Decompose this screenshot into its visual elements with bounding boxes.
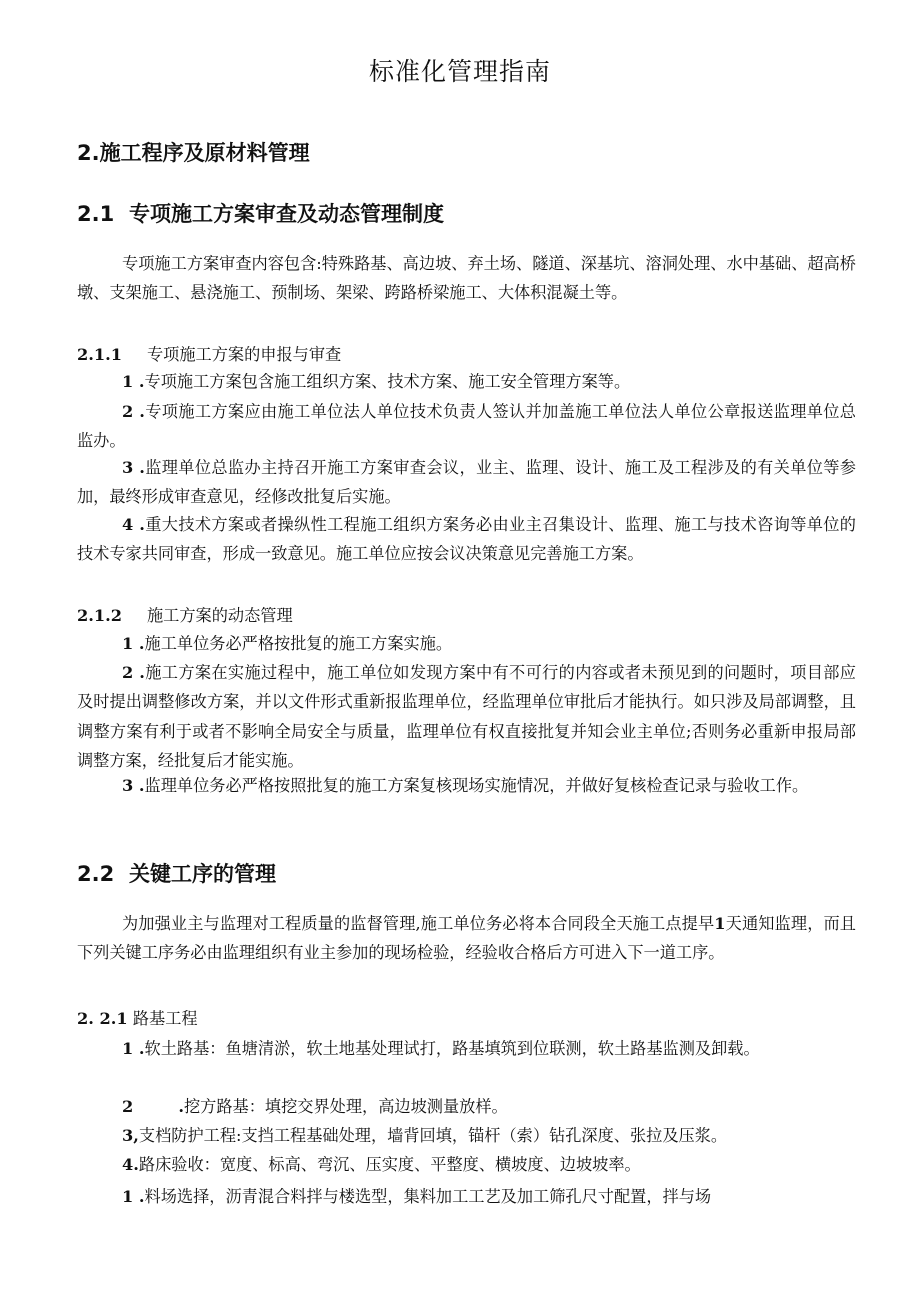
item-text: 重大技术方案或者操纵性工程施工组织方案务必由业主召集设计、监理、施工与技术咨询等单位的技术专家共同审查，形成一致意见。施工单位应按会议决策意见完善施工方案。 [77, 515, 856, 564]
section-title: 关键工序的管理 [129, 862, 276, 886]
section-number: 2.1 [77, 202, 115, 226]
section-number: 2.2 [77, 862, 115, 886]
item-text: 监理单位务必严格按照批复的施工方案复核现场实施情况，并做好复核检查记录与验收工作。 [144, 776, 809, 795]
item-text: 监理单位总监办主持召开施工方案审查会议，业主、监理、设计、施工及工程涉及的有关单位等参加，最终形成审查意见，经修改批复后实施。 [77, 458, 856, 507]
list-item [77, 453, 856, 512]
subsection-2-1-2-heading [77, 602, 293, 626]
item-text: 支档防护工程:支挡工程基础处理，墙背回填，锚杆（索）钻孔深度、张拉及压浆。 [138, 1126, 728, 1145]
item-number: 2 . [122, 402, 145, 421]
item-number: 1 . [122, 634, 145, 653]
section-2-2-heading [77, 858, 276, 888]
subsection-2-2-1-heading [77, 1005, 198, 1029]
item-number: 3 . [122, 458, 145, 477]
subsection-number: 2.1.2 [77, 606, 123, 625]
subsection-2-1-1-heading [77, 341, 341, 365]
subsection-number: 2.1.1 [77, 345, 123, 364]
chapter-heading: 2.施工程序及原材料管理 [77, 141, 310, 165]
subsection-title: 路基工程 [132, 1009, 198, 1028]
list-item [77, 1150, 856, 1179]
intro-text-part: 为加强业主与监理对工程质量的监督管理,施工单位务必将本合同段全天施工点提早 [122, 914, 715, 933]
item-number: 2 . [122, 663, 145, 682]
list-item [77, 397, 856, 456]
item-number: 1 . [122, 372, 145, 391]
section-2-1-heading [77, 198, 444, 228]
intro-text-part: 天通知监理，而且下列关键工序务必由监理组织有业主参加的现场检验，经验收合格后方可进入下一道工序。 [77, 914, 856, 963]
list-item [77, 771, 856, 800]
item-text: 料场选择，沥青混合料拌与楼选型，集料加工工艺及加工筛孔尺寸配置，拌与场 [144, 1187, 712, 1206]
list-item [77, 1092, 856, 1121]
item-text: 施工方案在实施过程中，施工单位如发现方案中有不可行的内容或者未预见到的问题时，项目部应及时提出调整修改方案，并以文件形式重新报监理单位，经监理单位审批后才能执行。如只涉及局部调整，且调整方案有利于或者不影响全局安全与质量，监理单位有权直接批复并知会业主单位;否则务必重新申报局部调整方案，经批复后才能实施。 [77, 663, 856, 770]
list-item [77, 629, 856, 658]
item-text: 挖方路基：填挖交界处理，高边坡测量放样。 [183, 1097, 508, 1116]
item-text: 专项施工方案包含施工组织方案、技术方案、施工安全管理方案等。 [144, 372, 631, 391]
item-text: 施工单位务必严格按批复的施工方案实施。 [144, 634, 453, 653]
item-number: 4. [122, 1155, 139, 1174]
subsection-title: 专项施工方案的申报与审查 [147, 345, 342, 364]
item-text: 路床验收：宽度、标高、弯沉、压实度、平整度、横坡度、边坡坡率。 [138, 1155, 641, 1174]
section-title: 专项施工方案审查及动态管理制度 [129, 202, 444, 226]
list-item [77, 367, 856, 396]
list-item [77, 658, 856, 775]
item-number: 3, [122, 1126, 139, 1145]
list-item [77, 1182, 856, 1211]
list-item [77, 510, 856, 569]
intro-day-count: 1 [714, 914, 726, 933]
list-item [77, 1121, 856, 1150]
item-number: 1 . [122, 1187, 145, 1206]
subsection-number: 2. 2.1 [77, 1009, 128, 1028]
item-number: 4 . [122, 515, 145, 534]
section-2-1-intro: 专项施工方案审查内容包含:特殊路基、高边坡、弃土场、隧道、深基坑、溶洞处理、水中基础、超高桥墩、支架施工、悬浇施工、预制场、架梁、跨路桥梁施工、大体积混凝土等。 [77, 254, 856, 303]
item-text: 软土路基：鱼塘清淤，软土地基处理试打，路基填筑到位联测，软土路基监测及卸载。 [144, 1039, 760, 1058]
subsection-title: 施工方案的动态管理 [147, 606, 293, 625]
item-number: 1 . [122, 1039, 145, 1058]
list-item [77, 1034, 856, 1063]
section-2-2-intro [77, 909, 856, 968]
page-title: 标准化管理指南 [368, 57, 551, 86]
item-number: 3 . [122, 776, 145, 795]
item-text: 专项施工方案应由施工单位法人单位技术负责人签认并加盖施工单位法人单位公章报送监理单位总监办。 [77, 402, 856, 451]
item-number: 2 . [122, 1097, 184, 1116]
